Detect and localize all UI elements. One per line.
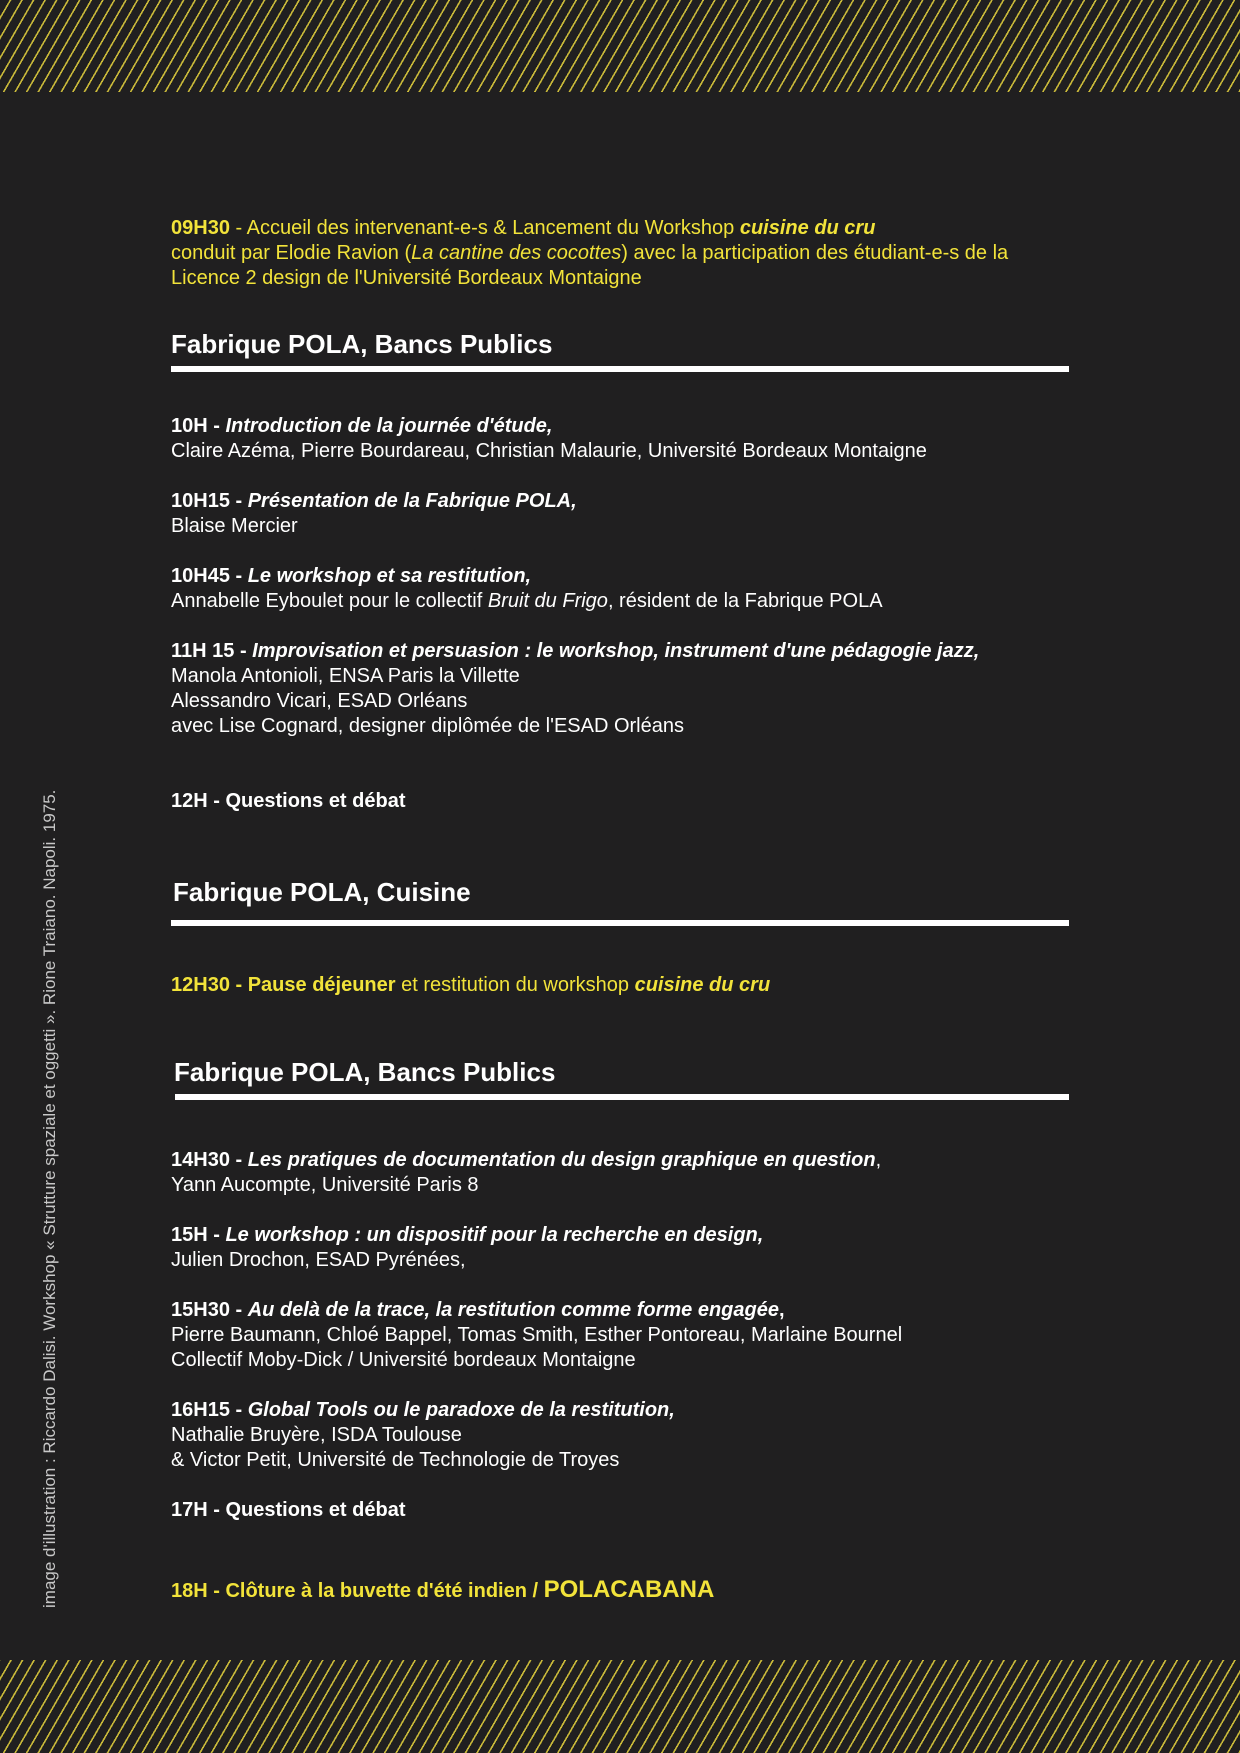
section-title-2: Fabrique POLA, Cuisine: [173, 877, 471, 907]
event-speaker-2: Collectif Moby-Dick / Université bordeaux Montaigne: [171, 1349, 636, 1371]
event-12h: 12H - Questions et débat: [171, 790, 406, 812]
event-title-comma: ,: [875, 1149, 882, 1171]
event-speaker-1: Pierre Baumann, Chloé Bappel, Tomas Smith, Esther Pontoreau, Marlaine Bournel: [171, 1324, 903, 1346]
section-rule-2: [171, 920, 1069, 926]
section-rule-3: [175, 1094, 1069, 1100]
event-time: 10H45 -: [171, 565, 248, 587]
intro-line-2-italic: La cantine des cocottes: [411, 242, 622, 264]
event-17h: 17H - Questions et débat: [171, 1499, 406, 1521]
event-speaker-3: avec Lise Cognard, designer diplômée de l'ESAD Orléans: [171, 715, 684, 737]
intro-line-2a: conduit par Elodie Ravion (: [171, 242, 412, 264]
event-title: Le workshop et sa restitution,: [247, 565, 532, 587]
event-title: Introduction de la journée d'étude,: [225, 415, 553, 437]
event-10h15: [171, 489, 1071, 539]
event-title: Improvisation et persuasion : le workshop, instrument d'une pédagogie jazz,: [252, 640, 980, 662]
closing-venue: POLACABANA: [543, 1576, 715, 1603]
intro-workshop: cuisine du cru: [739, 217, 876, 239]
event-10h: [171, 414, 1071, 464]
event-18h: [171, 1575, 1071, 1606]
event-speaker-1: Nathalie Bruyère, ISDA Toulouse: [171, 1424, 462, 1446]
event-11h15: [171, 639, 1071, 739]
intro-line-3: Licence 2 design de l'Université Bordeaux Montaigne: [171, 267, 642, 289]
closing-text: 18H - Clôture à la buvette d'été indien /: [171, 1580, 544, 1602]
event-12h30: [171, 973, 1071, 998]
event-15h: [171, 1223, 1071, 1273]
event-14h30: [171, 1148, 1071, 1198]
event-time: 10H15 -: [171, 490, 248, 512]
event-speakers: Julien Drochon, ESAD Pyrénées,: [171, 1249, 466, 1271]
lunch-text: et restitution du workshop: [395, 974, 635, 996]
event-time: 14H30 -: [171, 1149, 248, 1171]
section-title-1: Fabrique POLA, Bancs Publics: [171, 329, 553, 359]
event-10h45: [171, 564, 1071, 614]
hatched-band-bottom: [0, 1660, 1240, 1753]
lunch-workshop: cuisine du cru: [634, 974, 771, 996]
event-speakers: Claire Azéma, Pierre Bourdareau, Christian Malaurie, Université Bordeaux Montaigne: [171, 440, 927, 462]
intro-text: - Accueil des intervenant-e-s & Lancement du Workshop: [229, 217, 740, 239]
event-speaker-1: Manola Antonioli, ENSA Paris la Villette: [171, 665, 520, 687]
speakers-pre: Annabelle Eyboulet pour le collectif: [171, 590, 488, 612]
event-speaker-2: & Victor Petit, Université de Technologie de Troyes: [171, 1449, 620, 1471]
event-speaker-2: Alessandro Vicari, ESAD Orléans: [171, 690, 468, 712]
event-title-comma: ,: [779, 1299, 785, 1321]
event-16h15: [171, 1398, 1071, 1473]
event-15h30: [171, 1298, 1071, 1373]
intro-time: 09H30: [171, 217, 230, 239]
lunch-time: 12H30 - Pause déjeuner: [171, 974, 396, 996]
section-rule-1: [171, 366, 1069, 372]
event-speakers: Blaise Mercier: [171, 515, 298, 537]
intro-line-1: [171, 216, 1071, 241]
section-title-3: Fabrique POLA, Bancs Publics: [174, 1057, 556, 1087]
event-time: 15H30 -: [171, 1299, 248, 1321]
event-title: Au delà de la trace, la restitution comme forme engagée: [247, 1299, 779, 1321]
event-time: 11H 15 -: [171, 640, 253, 662]
event-time: 10H -: [171, 415, 226, 437]
intro-block: [171, 216, 1071, 291]
hatched-band-top: [0, 0, 1240, 92]
event-title: Le workshop : un dispositif pour la recherche en design,: [225, 1224, 764, 1246]
image-caption: image d'illustration : Riccardo Dalisi. Workshop « Strutture spaziale et oggetti ». Rione Traiano. Napoli. 1975.: [40, 789, 59, 1608]
event-title: Les pratiques de documentation du design graphique en question: [247, 1149, 876, 1171]
event-speakers: [171, 589, 1071, 614]
event-title: Global Tools ou le paradoxe de la restitution,: [247, 1399, 675, 1421]
event-time: 15H -: [171, 1224, 226, 1246]
event-speakers: Yann Aucompte, Université Paris 8: [171, 1174, 479, 1196]
event-title: Présentation de la Fabrique POLA,: [247, 490, 577, 512]
event-time: 16H15 -: [171, 1399, 248, 1421]
speakers-collective: Bruit du Frigo: [487, 590, 608, 612]
speakers-post: , résident de la Fabrique POLA: [607, 590, 883, 612]
intro-line-2: [171, 241, 1071, 266]
intro-line-2b: ) avec la participation des étudiant-e-s de la: [621, 242, 1009, 264]
